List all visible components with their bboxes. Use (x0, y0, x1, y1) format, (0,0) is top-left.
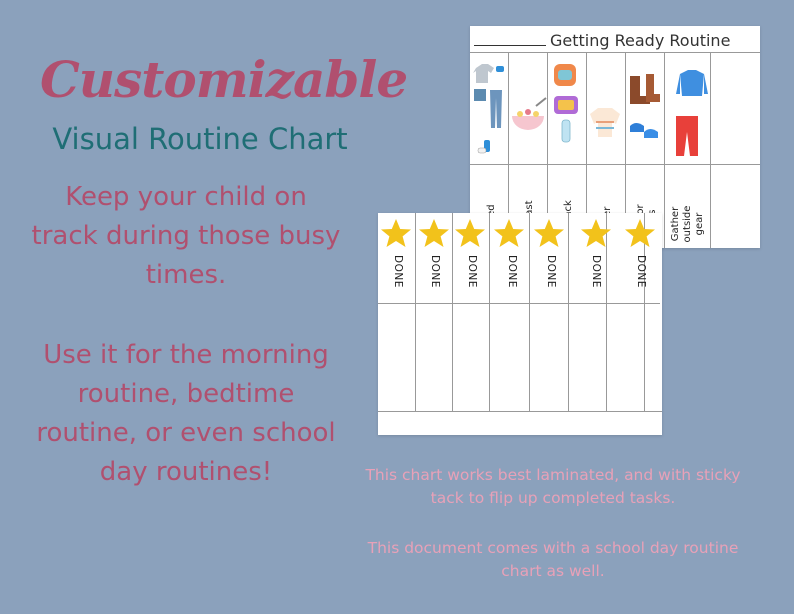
row-divider (378, 411, 662, 412)
done-label: DONE (590, 255, 602, 288)
sweater-icon (590, 108, 620, 137)
header-divider (470, 52, 760, 53)
star-icon (580, 218, 612, 250)
done-chart-card (378, 213, 662, 435)
label-divider (470, 164, 760, 165)
done-label: DONE (392, 255, 404, 288)
name-blank-line (474, 30, 546, 46)
star-icon (418, 218, 450, 250)
done-label: DONE (429, 255, 441, 288)
backpack-icon (554, 64, 578, 142)
done-label: DONE (466, 255, 478, 288)
column-divider (568, 213, 569, 411)
description-paragraph-1: Keep your child on track during those busy times. (31, 182, 341, 290)
routine-illustrations (470, 56, 760, 162)
cereal-bowl-icon (512, 98, 546, 130)
star-icon (380, 218, 412, 250)
star-icon (533, 218, 565, 250)
description-paragraph-2: Use it for the morning routine, bedtime routine, or even school day routines! (36, 340, 336, 487)
row-divider (378, 303, 660, 304)
winter-gear-icon (676, 70, 708, 156)
task-label: Gather outside gear (670, 205, 705, 243)
column-divider (489, 213, 490, 411)
star-icon (454, 218, 486, 250)
column-divider (529, 213, 530, 411)
routine-chart-title: Getting Ready Routine (474, 30, 760, 52)
star-icon (493, 218, 525, 250)
column-divider (415, 213, 416, 411)
done-label: DONE (545, 255, 557, 288)
boots-icon (630, 74, 660, 138)
done-label: DONE (506, 255, 518, 288)
headline-title: Customizable (40, 50, 408, 109)
column-divider (452, 213, 453, 411)
star-icon (624, 218, 656, 250)
headline-subtitle: Visual Routine Chart (52, 122, 348, 156)
usage-note: This chart works best laminated, and with sticky tack to flip up completed tasks. (365, 466, 741, 507)
clothes-icon (473, 64, 504, 153)
done-label: DONE (635, 255, 647, 288)
bonus-note: This document comes with a school day routine chart as well. (367, 539, 739, 580)
